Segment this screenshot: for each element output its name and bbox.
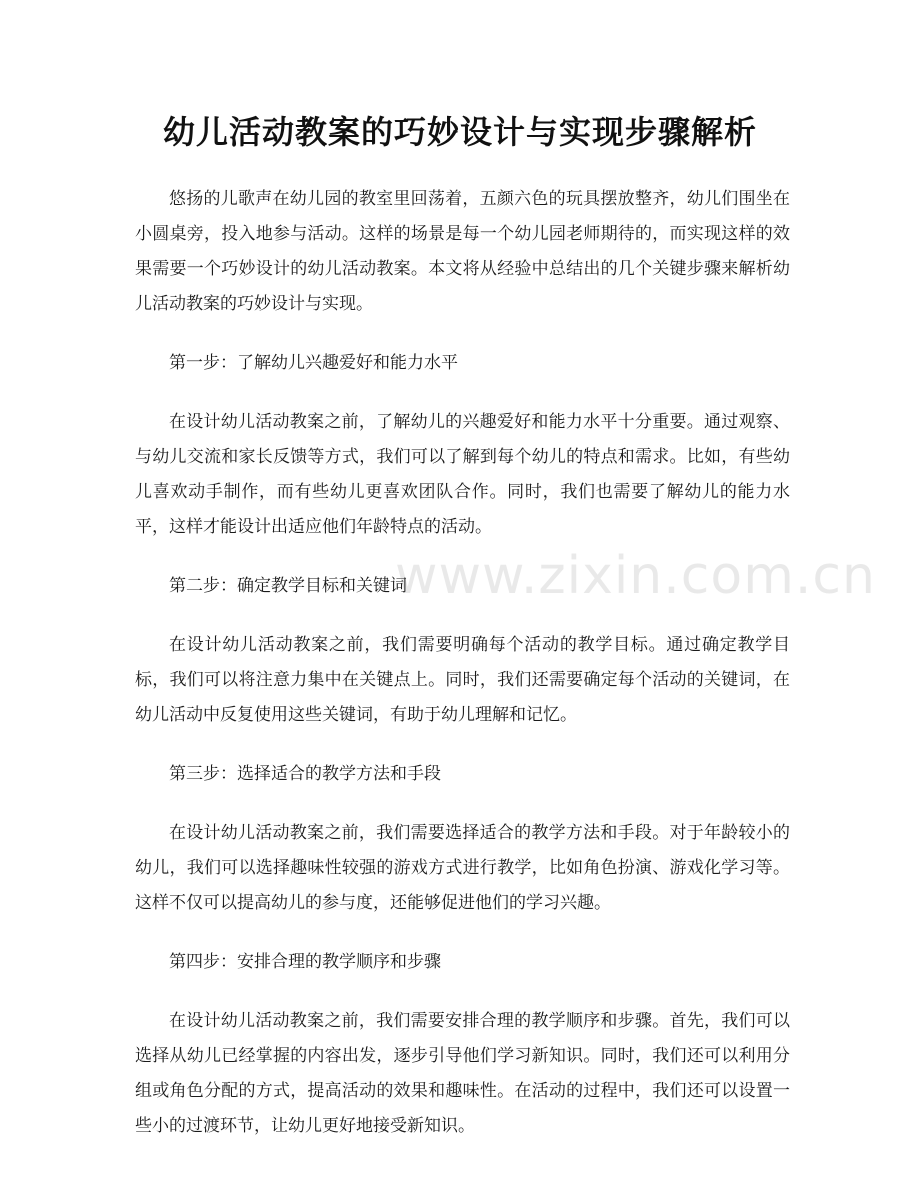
step-2-heading: 第二步：确定教学目标和关键词 [169,576,407,596]
document-title: 幼儿活动教案的巧妙设计与实现步骤解析 [162,113,757,151]
step-2-paragraph: 在设计幼儿活动教案之前，我们需要明确每个活动的教学目标。通过确定教学目标，我们可以将注意力集中在关键点上。同时，我们还需要确定每个活动的关键词，在幼儿活动中反复使用这些关键词，有助于幼儿理解和记忆。 [135,635,790,725]
step-3-paragraph: 在设计幼儿活动教案之前，我们需要选择适合的教学方法和手段。对于年龄较小的幼儿，我们可以选择趣味性较强的游戏方式进行教学，比如角色扮演、游戏化学习等。这样不仅可以提高幼儿的参与度，还能够促进他们的学习兴趣。 [135,823,790,913]
step-1-paragraph: 在设计幼儿活动教案之前，了解幼儿的兴趣爱好和能力水平十分重要。通过观察、与幼儿交流和家长反馈等方式，我们可以了解到每个幼儿的特点和需求。比如，有些幼儿喜欢动手制作，而有些幼儿更喜欢团队合作。同时，我们也需要了解幼儿的能力水平，这样才能设计出适应他们年龄特点的活动。 [135,412,790,537]
intro-paragraph: 悠扬的儿歌声在幼儿园的教室里回荡着，五颜六色的玩具摆放整齐，幼儿们围坐在小圆桌旁，投入地参与活动。这样的场景是每一个幼儿园老师期待的，而实现这样的效果需要一个巧妙设计的幼儿活动教案。本文将从经验中总结出的几个关键步骤来解析幼儿活动教案的巧妙设计与实现。 [135,189,790,314]
document-body [135,182,876,1168]
step-3-heading: 第三步：选择适合的教学方法和手段 [169,764,441,784]
step-4-paragraph: 在设计幼儿活动教案之前，我们需要安排合理的教学顺序和步骤。首先，我们可以选择从幼儿已经掌握的内容出发，逐步引导他们学习新知识。同时，我们还可以利用分组或角色分配的方式，提高活动的效果和趣味性。在活动的过程中，我们还可以设置一些小的过渡环节，让幼儿更好地接受新知识。 [135,1011,790,1136]
step-4-heading: 第四步：安排合理的教学顺序和步骤 [169,952,441,972]
watermark: www.zixin.com.cn [395,546,876,606]
step-1-heading: 第一步：了解幼儿兴趣爱好和能力水平 [169,353,458,373]
